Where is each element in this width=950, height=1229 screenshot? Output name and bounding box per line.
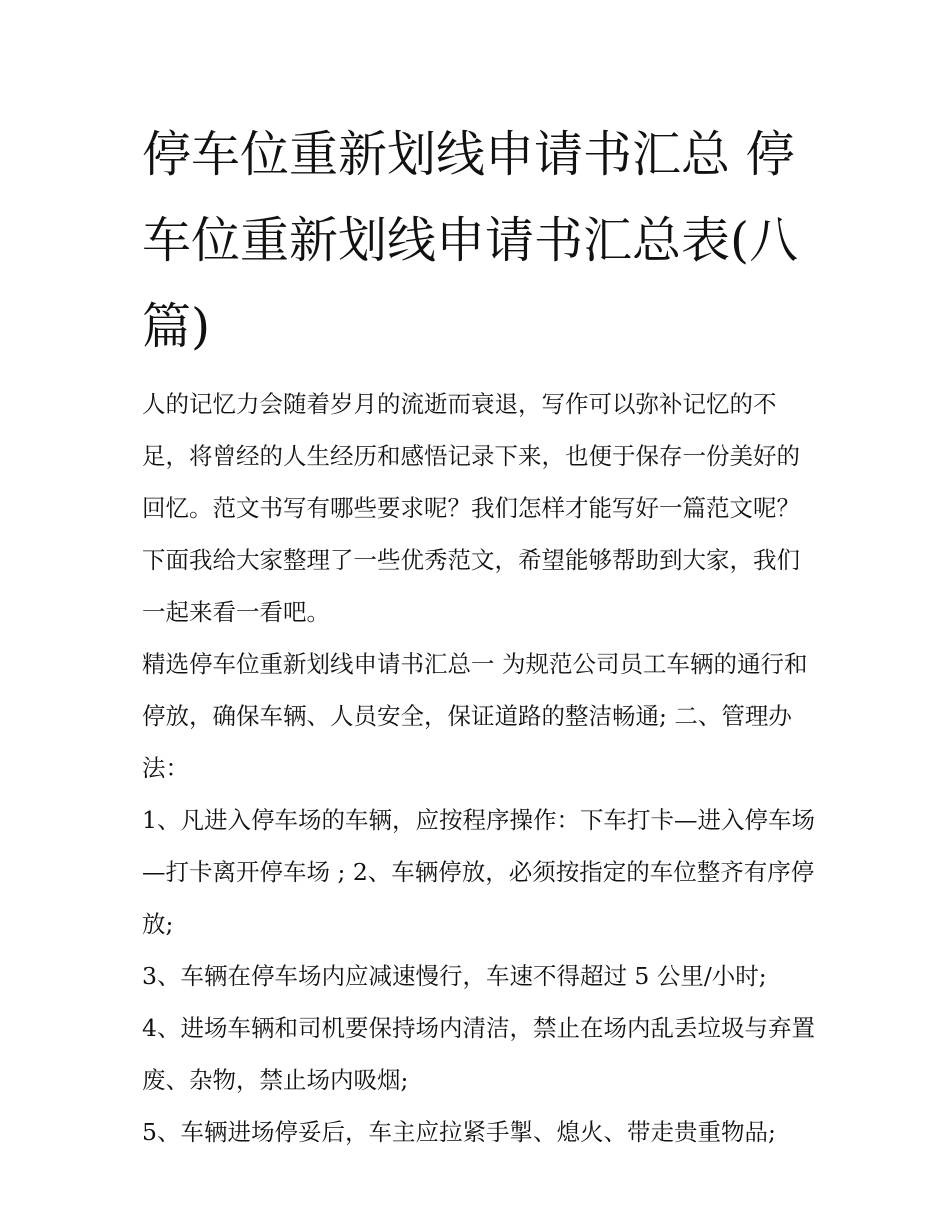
rule-4-paragraph: 4、进场车辆和司机要保持场内清洁，禁止在场内乱丢垃圾与弃置废、杂物，禁止场内吸烟; <box>142 1014 815 1094</box>
document-title: 停车位重新划线申请书汇总 停车位重新划线申请书汇总表(八篇) <box>142 126 799 355</box>
rule-5-paragraph: 5、车辆进场停妥后，车主应拉紧手掣、熄火、带走贵重物品; <box>142 1118 776 1146</box>
rule-3-paragraph: 3、车辆在停车场内应减速慢行，车速不得超过 5 公里/小时; <box>142 962 767 990</box>
intro-paragraph: 人的记忆力会随着岁月的流逝而衰退，写作可以弥补记忆的不足，将曾经的人生经历和感悟记录下来，也便于保存一份美好的回忆。范文书写有哪些要求呢？我们怎样才能写好一篇范文呢？下面我给大家整理了一些优秀范文，希望能够帮助到大家，我们一起来看一看吧。 <box>142 390 800 626</box>
document-body <box>142 112 817 1158</box>
rule-1-2-paragraph: 1、凡进入停车场的车辆，应按程序操作：下车打卡—进入停车场—打卡离开停车场 ; 2、车辆停放，必须按指定的车位整齐有序停放; <box>142 806 815 938</box>
section-one-paragraph: 精选停车位重新划线申请书汇总一 为规范公司员工车辆的通行和停放，确保车辆、人员安全，保证道路的整洁畅通; 二、管理办法： <box>142 650 808 782</box>
